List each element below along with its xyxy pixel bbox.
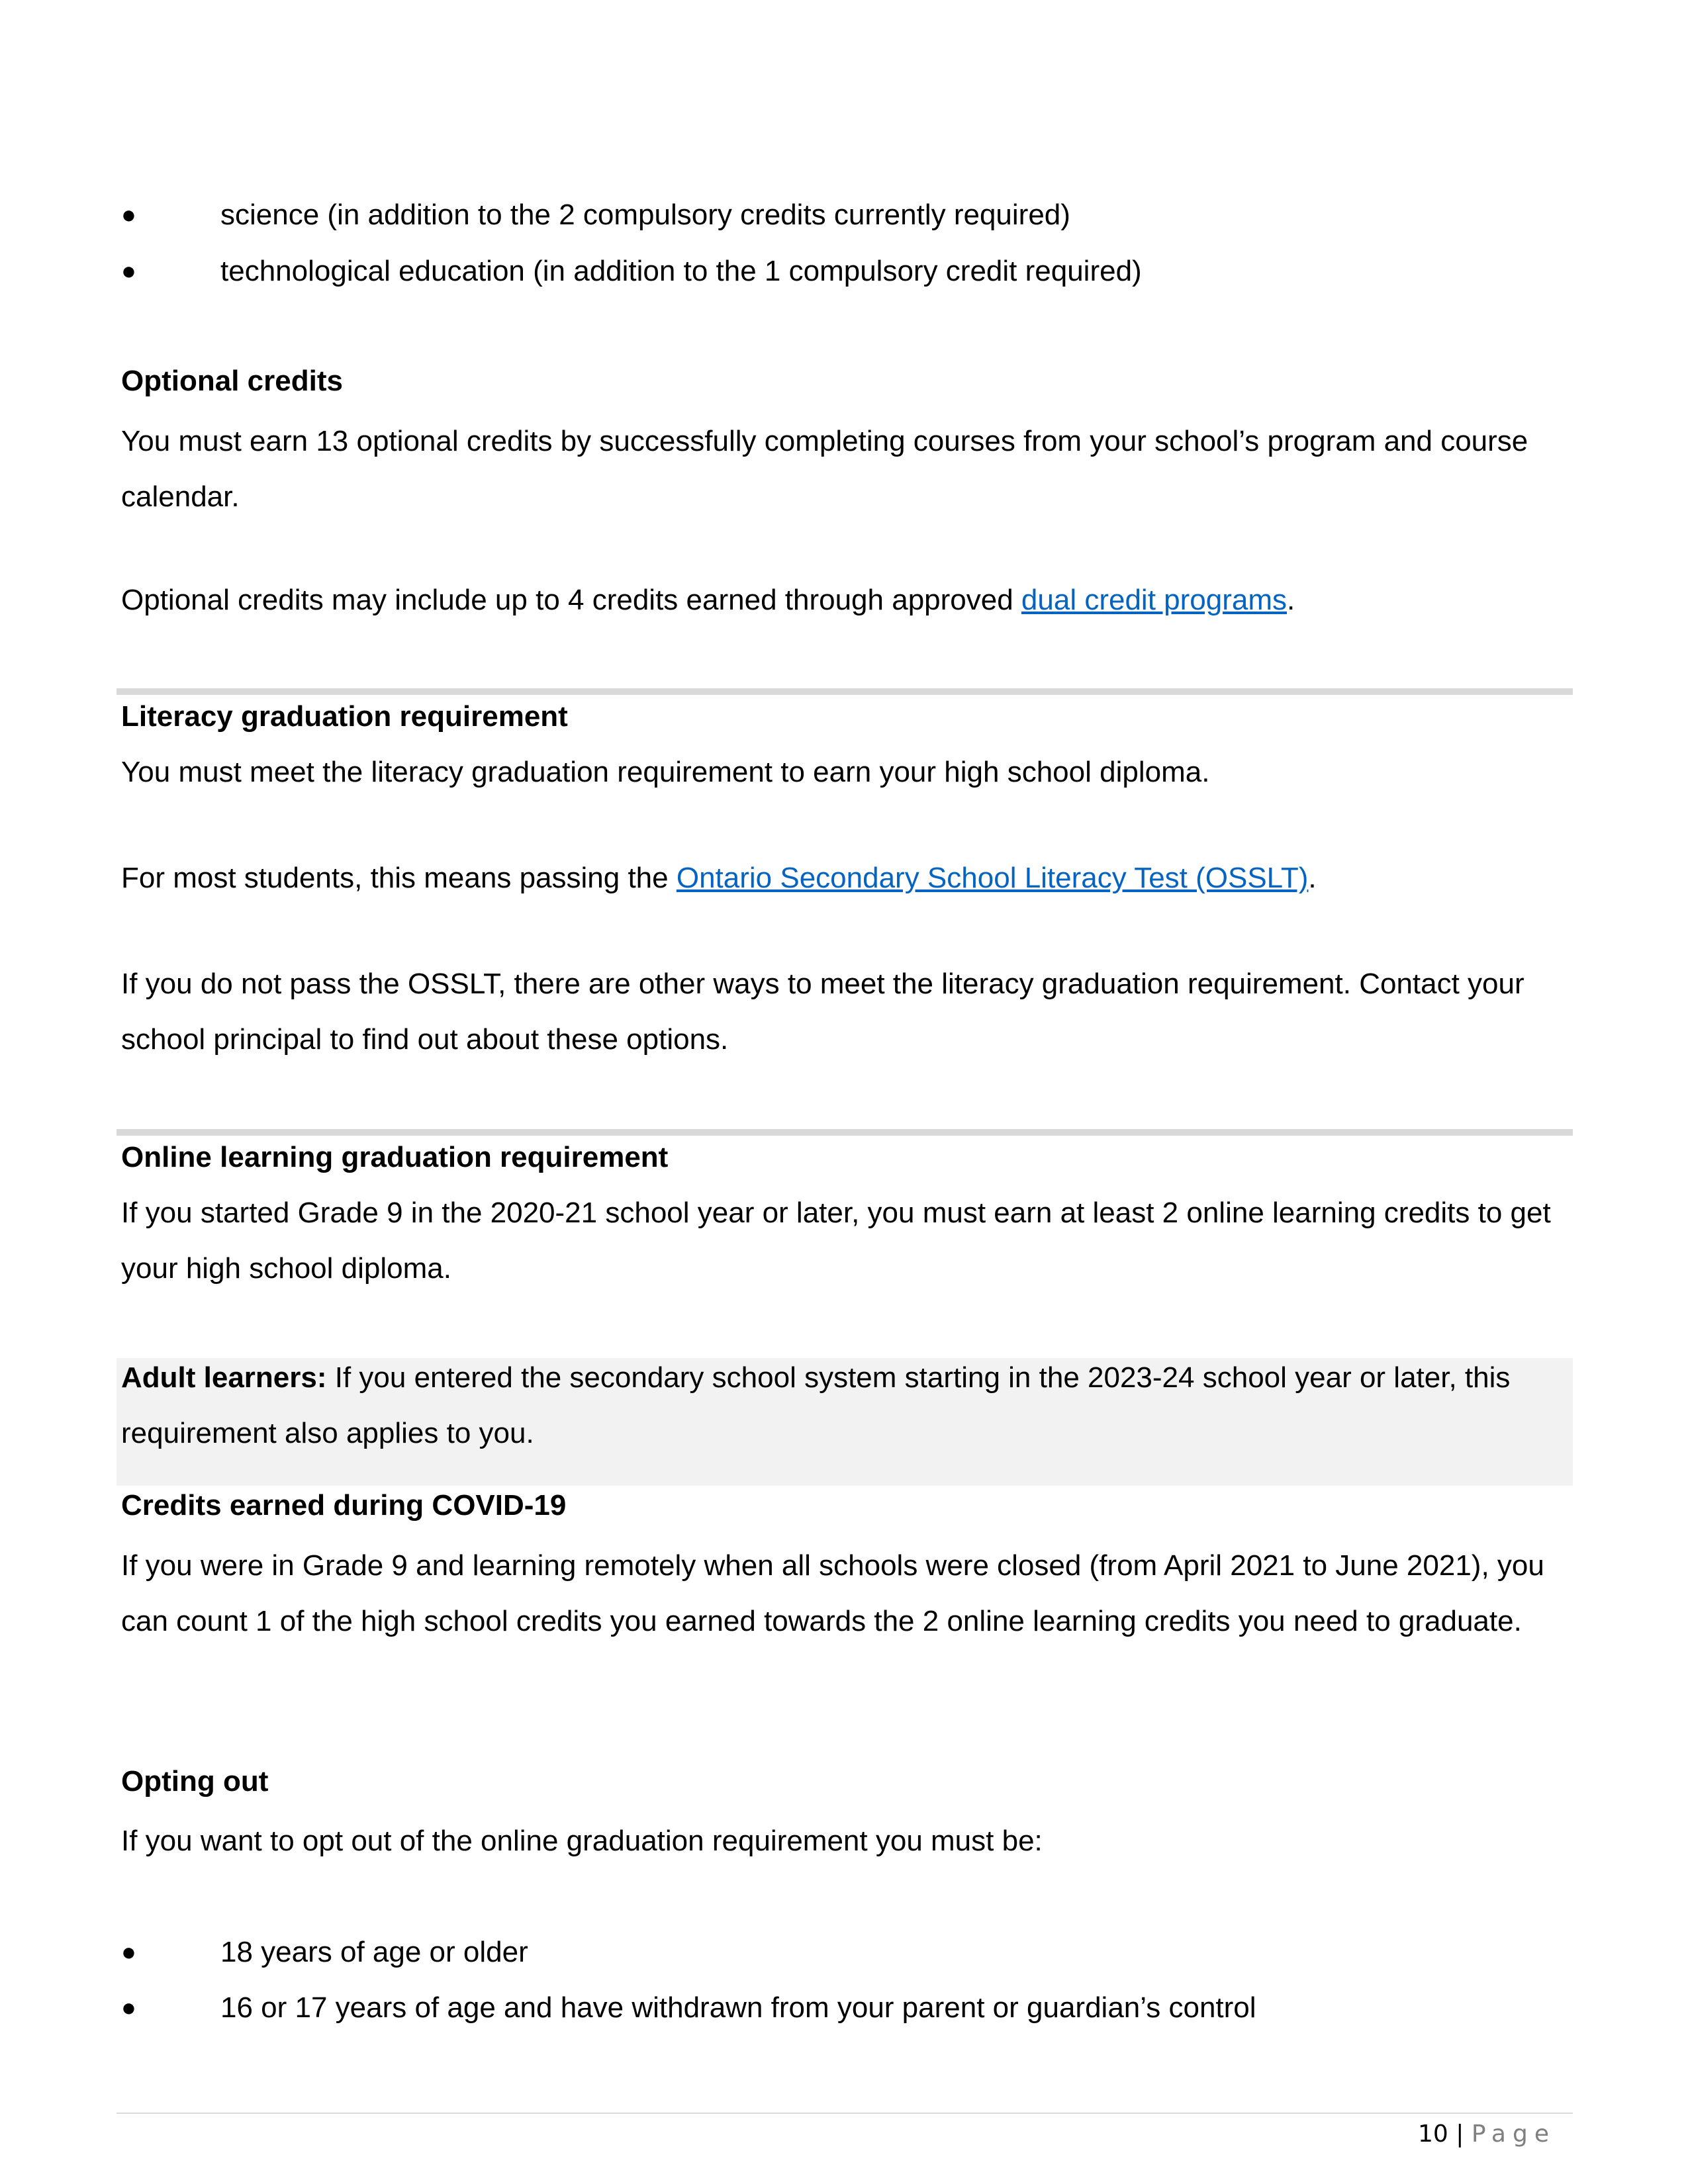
list-item	[121, 1933, 1571, 1972]
online-learning-paragraph: If you started Grade 9 in the 2020-21 school year or later, you must earn at least 2 online learning credits to get your high school diploma.	[121, 1197, 1551, 1285]
list-item	[121, 1988, 1571, 2028]
bullet-icon: ●	[121, 1994, 136, 2022]
literacy-paragraph-1: You must meet the literacy graduation requirement to earn your high school diploma.	[121, 756, 1210, 788]
section-heading-optional-credits: Optional credits	[121, 365, 343, 397]
list-item-text: science (in addition to the 2 compulsory credits currently required)	[220, 199, 1070, 231]
paragraph-text: Optional credits may include up to 4 credits earned through approved	[121, 584, 1021, 616]
paragraph-text: If you entered the secondary school system starting in the 2023-24 school year or later, this requirement also applies to you.	[121, 1361, 1511, 1449]
section-heading-opting-out: Opting out	[121, 1765, 269, 1797]
section-heading-online-learning: Online learning graduation requirement	[121, 1141, 669, 1173]
page-label: Page	[1471, 2120, 1556, 2148]
optional-credits-paragraph: You must earn 13 optional credits by successfully completing courses from your school’s program and course calendar.	[121, 425, 1528, 513]
footer-divider	[117, 2113, 1573, 2114]
opting-out-paragraph: If you want to opt out of the online graduation requirement you must be:	[121, 1825, 1043, 1857]
section-heading-literacy: Literacy graduation requirement	[121, 700, 568, 733]
bullet-icon: ●	[121, 257, 136, 285]
page-number: 10	[1418, 2120, 1448, 2148]
covid-paragraph: If you were in Grade 9 and learning remotely when all schools were closed (from April 2021 to June 2021), you can count 1 of the high school credits you earned towards the 2 online learning credits you need to graduate.	[121, 1549, 1544, 1637]
list-item	[121, 251, 1571, 291]
paragraph-text: For most students, this means passing the	[121, 862, 677, 894]
dual-credit-programs-link[interactable]: dual credit programs	[1021, 584, 1287, 616]
bullet-icon: ●	[121, 1938, 136, 1966]
list-item-text: technological education (in addition to the 1 compulsory credit required)	[220, 255, 1142, 287]
footer-separator: |	[1448, 2120, 1472, 2148]
dual-credit-paragraph	[121, 572, 1571, 628]
paragraph-text: .	[1308, 862, 1317, 894]
bullet-icon: ●	[121, 201, 136, 229]
adult-learners-paragraph	[121, 1350, 1571, 1461]
list-item	[121, 195, 1571, 235]
osslt-paragraph	[121, 850, 1571, 906]
section-heading-covid: Credits earned during COVID-19	[121, 1489, 567, 1522]
page-footer	[1418, 2118, 1556, 2151]
literacy-paragraph-3: If you do not pass the OSSLT, there are other ways to meet the literacy graduation requirement. Contact your school principal to find out about these options.	[121, 968, 1524, 1056]
list-item-text: 18 years of age or older	[220, 1936, 528, 1968]
paragraph-text: .	[1287, 584, 1295, 616]
adult-learners-label: Adult learners:	[121, 1361, 327, 1394]
osslt-link[interactable]: Ontario Secondary School Literacy Test (OSSLT)	[676, 862, 1309, 894]
list-item-text: 16 or 17 years of age and have withdrawn from your parent or guardian’s control	[220, 1991, 1256, 2024]
